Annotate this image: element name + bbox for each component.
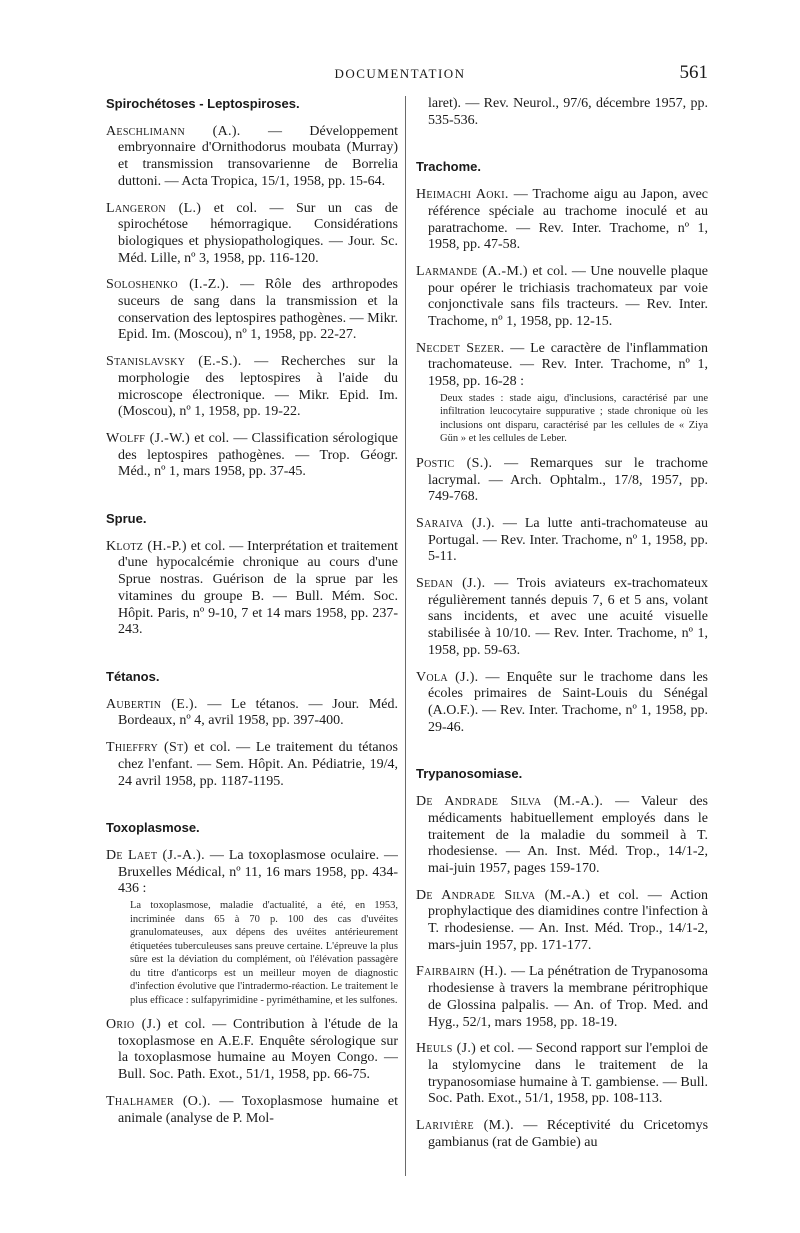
entry-author: Postic (S.). (416, 455, 493, 471)
bibliography-entry (416, 964, 708, 1031)
entry-author: Necdet Sezer. (416, 340, 505, 356)
bibliography-entry (106, 697, 398, 730)
entry-text: et col. — Contribution à l'étude de la toxoplasmose en A.E.F. Enquête sérologique sur la toxoplasmose humaine au Moyen Congo. — Bull. Soc. Path. Exot., 51/1, 1958, pp. 66-75. (118, 1017, 398, 1083)
entry-text: et col. — Second rapport sur l'emploi de la stylomycine dans le traitement de la trypanosomiase humaine à T. gambiense. — Bull. Soc. Path. Exot., 51/1, 1958, pp. 108-113. (428, 1041, 708, 1107)
bibliography-entry (106, 431, 398, 481)
bibliography-entry (416, 1041, 708, 1108)
entry-text: — Rôle des arthropodes suceurs de sang dans la transmission et la conservation des leptospires pathogènes. — Mikr. Epid. Im. (Moscou), nº 1, 1958, pp. 22-27. (118, 277, 398, 343)
running-title: DOCUMENTATION (334, 66, 466, 81)
entry-author: Stanislavsky (E.-S.). (106, 354, 242, 370)
entry-text: et col. — Une nouvelle plaque pour opérer le trichiasis trachomateux par voie conjonctivale sans fils tracteurs. — Rev. Inter. Trachome, nº 1, 1958, pp. 12-15. (428, 263, 708, 330)
entry-author: Heimachi Aoki. (416, 187, 509, 203)
entry-text: et col. — Le traitement du tétanos chez l'enfant. — Sem. Hôpit. An. Pédiatrie, 19/4, 24 avril 1958, pp. 1187-1195. (118, 740, 398, 789)
entry-text: et col. — Sur un cas de spirochétose hémorragique. Considérations biologiques et physiopathologiques. — Jour. Sc. Méd. Lille, nº 3, 1958, pp. 116-120. (118, 200, 398, 266)
bibliography-entry (106, 1017, 398, 1084)
entry-author: Vola (J.). (416, 669, 479, 685)
entry-abstract-note: La toxoplasmose, maladie d'actualité, a été, en 1953, incriminée dans 65 à 70 p. 100 des cas d'uvéites granulomateuses, aux dépens des uvéites antérieurement étiquetées tuberculeuses sans preuve certaine. L'épreuve la plus sûre est la déviation du complément, où l'élévation passagère du titre d'anticorps est un meilleur moyen de diagnostic d'infection évolutive que l'intradermo-réaction. Le traitement le plus efficace : sulfapyrimidine - pyriméthamine, et les sulfones. (130, 900, 398, 1006)
entry-text: — Le caractère de l'inflammation trachomateuse. — Rev. Inter. Trachome, nº 1, 1958, pp. 16-28 : (428, 340, 708, 390)
bibliography-entry (106, 201, 398, 268)
section-title: Tétanos. (106, 668, 160, 684)
entry-abstract-note: Deux stades : stade aigu, d'inclusions, caractérisé par une infiltration leucocytaire suppurative ; stade chronique où les inclusions ont disparu, caractérisé par les cellules de « Ziya Gün » et les cellules de Leber. (440, 392, 708, 445)
entry-text: et col. — Action prophylactique des diamidines contre l'infection à T. rhodesiense. — An. Inst. Méd. Trop., 14/1-2, mars-juin 1957, pp. 171-177. (428, 887, 708, 953)
section-gap (416, 746, 708, 766)
entry-author: Thieffry (St) (106, 740, 189, 756)
entry-author: Aubertin (E.). (106, 696, 198, 712)
section-title: Toxoplasmose. (106, 820, 200, 836)
right-column (416, 96, 708, 1216)
entry-author: Sedan (J.). (416, 576, 486, 592)
column-divider (405, 96, 406, 1176)
entry-text: — La toxoplasmose oculaire. — Bruxelles Médical, nº 11, 16 mars 1958, pp. 434-436 : (118, 847, 398, 897)
bibliography-entry (106, 1094, 398, 1127)
section-title: Sprue. (106, 511, 147, 527)
bibliography-entry (416, 341, 708, 446)
entry-author: Soloshenko (I.-Z.). (106, 277, 230, 293)
section-gap (416, 139, 708, 159)
entry-text: — La lutte anti-trachomateuse au Portugal. — Rev. Inter. Trachome, nº 1, 1958, pp. 5-11. (428, 515, 708, 565)
entry-author: Larmande (A.-M.) (416, 263, 528, 279)
bibliography-entry (106, 740, 398, 790)
entry-text: — La pénétration de Trypanosoma rhodesiense à travers la membrane péritrophique de Glossina palpalis. — An. of Trop. Med. and Hyg., 52/1, mars 1958, pp. 18-19. (428, 964, 708, 1030)
bibliography-entry (106, 277, 398, 344)
entry-author: Langeron (L.) (106, 200, 202, 216)
entry-author: Orio (J.) (106, 1017, 162, 1033)
running-header (0, 62, 800, 84)
bibliography-entry (416, 794, 708, 878)
section-gap (106, 491, 398, 511)
entry-author: De Andrade Silva (M.-A.). (416, 794, 604, 810)
entry-author: Fairbairn (H.). (416, 964, 508, 980)
entry-text: — Trachome aigu au Japon, avec référence spéciale au trachome inoculé et au paratrachome. — Rev. Inter. Trachome, nº 1, 1958, pp. 47-58. (428, 187, 708, 253)
entry-continuation: laret). — Rev. Neurol., 97/6, décembre 1957, pp. 535-536. (428, 96, 708, 128)
left-column (106, 96, 398, 1216)
entry-text: — Développement embryonnaire d'Ornithodorus moubata (Murray) et transmission transovarienne de Borrelia duttoni. — Acta Tropica, 15/1, 1958, pp. 15-64. (118, 123, 398, 189)
bibliography-entry (416, 456, 708, 506)
entry-text: et col. — Interprétation et traitement d'une hypocalcémie chronique au cours d'une Sprue nostras. Guérison de la sprue par les vitamines du groupe B. — Bull. Mém. Soc. Hôpit. Paris, nº 9-10, 7 et 14 mars 1958, pp. 237-243. (118, 538, 398, 638)
section-title: Trachome. (416, 159, 482, 175)
entry-author: Aeschlimann (A.). (106, 123, 241, 139)
bibliography-entry (106, 539, 398, 639)
section-gap (106, 800, 398, 820)
entry-text: et col. — Classification sérologique des leptospires pathogènes. — Trop. Géogr. Méd., nº 1, mars 1958, pp. 37-45. (118, 430, 398, 480)
bibliography-entry (416, 264, 708, 331)
section-gap (106, 649, 398, 669)
entry-text: — Enquête sur le trachome dans les écoles primaires de Saint-Louis du Sénégal (A.O.F.). — Rev. Inter. Trachome, nº 1, 1958, pp. 29-46. (428, 669, 708, 735)
page-number: 561 (679, 62, 708, 83)
entry-author: Klotz (H.-P.) (106, 538, 187, 554)
bibliography-entry (416, 576, 708, 660)
entry-author: Wolff (J.-W.) (106, 430, 191, 446)
section-title: Trypanosomiase. (416, 766, 523, 782)
entry-text: — Trois aviateurs ex-trachomateux régulièrement tannés depuis 7, 6 et 5 ans, volant sans incidents, et avec une acuité visuelle stabilisée à 10/10. — Rev. Inter. Trachome, nº 1, 1958, pp. 59-63. (428, 576, 708, 658)
bibliography-entry (106, 354, 398, 421)
entry-text: — Remarques sur le trachome lacrymal. — Arch. Ophtalm., 17/8, 1957, pp. 749-768. (428, 455, 708, 505)
bibliography-entry (416, 1118, 708, 1151)
entry-text: — Recherches sur la morphologie des leptospires à l'aide du microscope électronique. — Mikr. Epid. Im. (Moscou), nº 1, 1958, pp. 19-22. (118, 354, 398, 420)
entry-author: Saraiva (J.). (416, 515, 495, 531)
entry-text: — Le tétanos. — Jour. Méd. Bordeaux, nº 4, avril 1958, pp. 397-400. (118, 696, 398, 729)
entry-author: Thalhamer (O.). (106, 1093, 211, 1109)
bibliography-entry (416, 516, 708, 566)
entry-author: De Laet (J.-A.). (106, 847, 205, 863)
section-title: Spirochétoses - Leptospiroses. (106, 96, 300, 111)
bibliography-entry (106, 848, 398, 1007)
bibliography-entry (416, 187, 708, 254)
bibliography-entry (106, 124, 398, 191)
entry-author: Larivière (M.). (416, 1118, 514, 1134)
entry-text: — Toxoplasmose humaine et animale (analyse de P. Mol- (118, 1093, 398, 1126)
entry-text: — Réceptivité du Cricetomys gambianus (rat de Gambie) au (428, 1118, 708, 1150)
entry-author: De Andrade Silva (M.-A.) (416, 887, 591, 903)
entry-text: — Valeur des médicaments habituellement employés dans le traitement de la maladie du sommeil à T. rhodesiense. — An. Inst. Méd. Trop., 14/1-2, mai-juin 1957, pages 159-170. (428, 794, 708, 876)
bibliography-entry (416, 888, 708, 955)
entry-author: Heuls (J.) (416, 1041, 477, 1057)
bibliography-entry (416, 670, 708, 737)
